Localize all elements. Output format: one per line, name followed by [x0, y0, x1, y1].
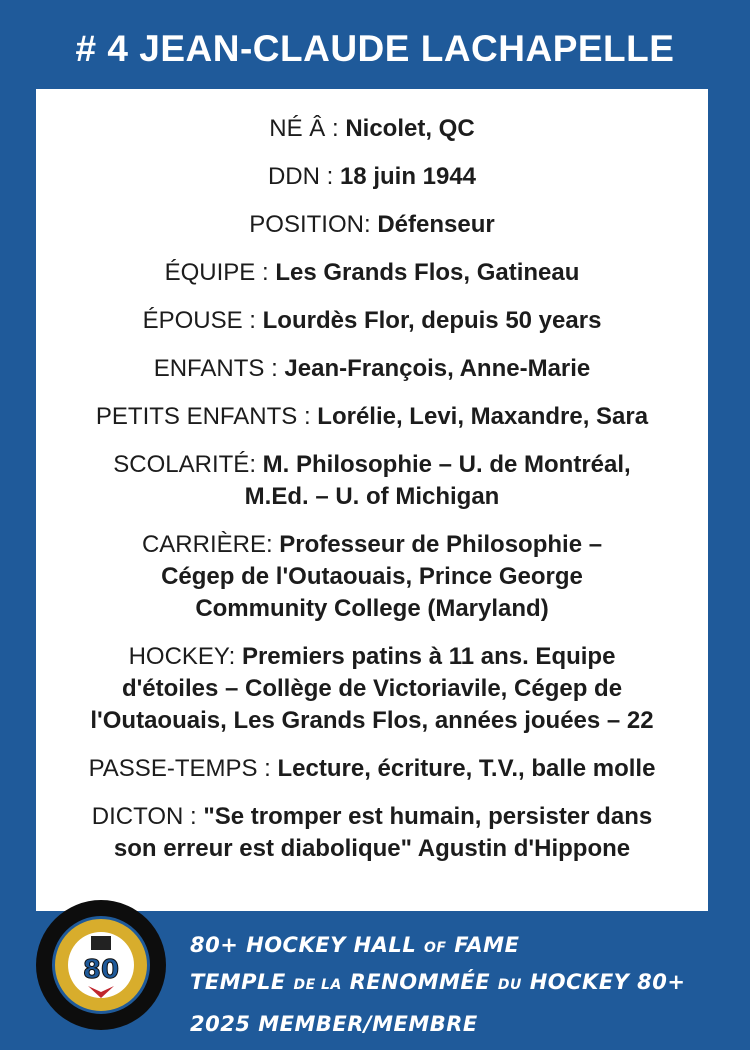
info-label: ÉQUIPE : — [164, 259, 276, 286]
info-value: M.Ed. – U. of Michigan — [244, 483, 500, 510]
info-row — [44, 401, 700, 433]
footer-line-1: 80+ HOCKEY HALL OF FAME — [190, 933, 520, 957]
info-row — [44, 257, 700, 289]
info-label: DDN : — [267, 163, 340, 190]
info-row — [44, 305, 700, 337]
info-value: 18 juin 1944 — [339, 163, 477, 190]
info-row — [44, 209, 700, 241]
info-label: DICTON : — [91, 803, 204, 830]
info-row — [44, 113, 700, 145]
player-title: # 4 JEAN-CLAUDE LACHAPELLE — [75, 28, 675, 69]
footer-line-2: TEMPLE DE LA RENOMMÉE DU HOCKEY 80+ — [190, 970, 686, 994]
info-label: PASSE-TEMPS : — [88, 755, 278, 782]
info-value: d'étoiles – Collège de Victoriavile, Cégep de — [121, 675, 623, 702]
info-row — [44, 641, 700, 737]
info-value: Professeur de Philosophie – — [279, 531, 603, 558]
info-value: l'Outaouais, Les Grands Flos, années jouées – 22 — [90, 707, 654, 734]
info-value: Jean-François, Anne-Marie — [284, 355, 591, 382]
info-value: Lorélie, Levi, Maxandre, Sara — [317, 403, 649, 430]
info-label: HOCKEY: — [128, 643, 242, 670]
logo-emblem-icon — [36, 900, 166, 1030]
info-value: Community College (Maryland) — [195, 595, 549, 622]
info-value: Cégep de l'Outaouais, Prince George — [161, 563, 583, 590]
info-row — [44, 801, 700, 865]
info-label: POSITION: — [249, 211, 378, 238]
logo-number: 80 — [82, 955, 120, 985]
info-panel — [36, 89, 708, 911]
info-row — [44, 449, 700, 513]
info-value: Premiers patins à 11 ans. Equipe — [241, 643, 616, 670]
info-value: Les Grands Flos, Gatineau — [275, 259, 580, 286]
info-row — [44, 353, 700, 385]
info-row — [44, 753, 700, 785]
info-row — [44, 161, 700, 193]
info-label: SCOLARITÉ: — [113, 451, 263, 478]
info-label: CARRIÈRE: — [141, 531, 280, 558]
info-label: NÉ Â : — [269, 115, 346, 142]
info-value: "Se tromper est humain, persister dans — [203, 803, 653, 830]
info-value: son erreur est diabolique" Agustin d'Hippone — [113, 835, 631, 862]
hall-of-fame-logo — [36, 900, 166, 1030]
info-value: Nicolet, QC — [345, 115, 475, 142]
info-label: ÉPOUSE : — [142, 307, 263, 334]
info-label: PETITS ENFANTS : — [95, 403, 318, 430]
info-value: Lourdès Flor, depuis 50 years — [262, 307, 602, 334]
info-rows — [36, 89, 708, 865]
info-row — [44, 529, 700, 625]
footer-line-3: 2025 MEMBER/MEMBRE — [190, 1012, 478, 1036]
info-label: ENFANTS : — [153, 355, 285, 382]
info-value: M. Philosophie – U. de Montréal, — [262, 451, 631, 478]
info-value: Lecture, écriture, T.V., balle molle — [277, 755, 656, 782]
info-value: Défenseur — [377, 211, 495, 238]
